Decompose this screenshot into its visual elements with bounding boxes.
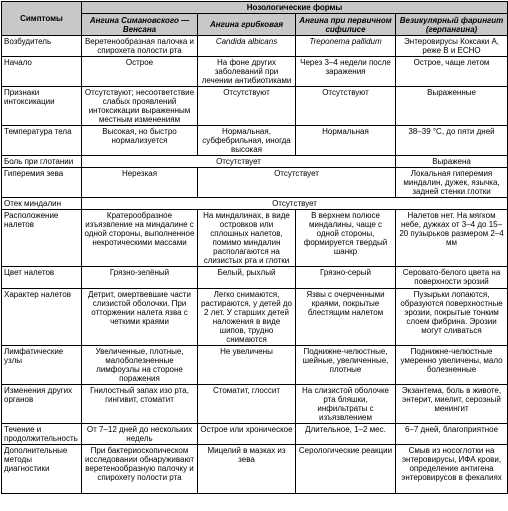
symptom-cell: Температура тела — [2, 126, 82, 156]
data-cell: Экзантема, боль в животе, энтерит, миелит, серозный менингит — [396, 385, 508, 424]
symptom-cell: Изменения других органов — [2, 385, 82, 424]
data-cell: На фоне других заболеваний при лечении антибиотиками — [198, 57, 296, 87]
symptom-cell: Цвет налетов — [2, 267, 82, 289]
data-cell: Острое — [82, 57, 198, 87]
data-cell: Пузырьки лопаются, образуются поверхностные эрозии, покрытые тонким слоем фибрина. Эрозии могут сливаться — [396, 289, 508, 346]
table-header — [2, 2, 508, 36]
table-row — [2, 267, 508, 289]
data-cell: Веретенообразная палочка и спирохета полости рта — [82, 36, 198, 57]
data-cell: Высокая, но быстро нормализуется — [82, 126, 198, 156]
span-cell: Отсутствует — [198, 168, 396, 198]
column-header: Везикулярный фарингит (герпангина) — [396, 14, 508, 36]
forms-header: Нозологические формы — [82, 2, 508, 14]
data-cell: Локальная гиперемия миндалин, дужек, язычка, задней стенки глотки — [396, 168, 508, 198]
table-row — [2, 424, 508, 445]
data-cell: Грязно-зелёный — [82, 267, 198, 289]
data-cell: Поднижне-челюстные умеренно увеличены, мало болезненные — [396, 346, 508, 385]
data-cell: Поднижне-челюстные, шейные, увеличенные, плотные — [296, 346, 396, 385]
data-cell: Выражена — [396, 156, 508, 168]
symptom-cell: Расположение налетов — [2, 210, 82, 267]
table-row — [2, 57, 508, 87]
data-cell: На миндалинах, в виде островков или сплошных налетов, помимо миндалин располагаются на слизистых рта и глотки — [198, 210, 296, 267]
data-cell: Нормальная — [296, 126, 396, 156]
data-cell: 6–7 дней, благоприятное — [396, 424, 508, 445]
data-cell: 38–39 °С, до пяти дней — [396, 126, 508, 156]
table-row — [2, 198, 508, 210]
data-cell: Treponema pallidum — [296, 36, 396, 57]
symptom-cell: Возбудитель — [2, 36, 82, 57]
data-cell: Отсутствуют; несоответствие слабых проявлений интоксикации выраженным местным изменениям — [82, 87, 198, 126]
symptom-cell: Дополнительные методы диагностики — [2, 445, 82, 494]
symptom-cell: Начало — [2, 57, 82, 87]
data-cell: Острое, чаще летом — [396, 57, 508, 87]
data-cell: Серологические реакции — [296, 445, 396, 494]
symptom-cell: Боль при глотании — [2, 156, 82, 168]
span-cell: Отсутствует — [82, 156, 396, 168]
column-header: Ангина Симановского — Венсана — [82, 14, 198, 36]
data-cell: Через 3–4 недели после заражения — [296, 57, 396, 87]
symptom-cell: Признаки интоксикации — [2, 87, 82, 126]
symptom-cell: Лимфатические узлы — [2, 346, 82, 385]
table-row — [2, 168, 508, 198]
data-cell: Нерезкая — [82, 168, 198, 198]
data-cell: Детрит, омертвевшие части слизистой оболочки. При отторжении налета язва с четкими краями — [82, 289, 198, 346]
differential-table — [1, 1, 508, 494]
table-row — [2, 87, 508, 126]
symptoms-header: Симптомы — [2, 2, 82, 36]
data-cell: Смыв из носоглотки на энтеровирусы, ИФА крови, определение антигена энтеровирусов в фекалиях — [396, 445, 508, 494]
data-cell: Отсутствуют — [198, 87, 296, 126]
data-cell: Острое или хроническое — [198, 424, 296, 445]
table-body — [2, 36, 508, 494]
table-row — [2, 385, 508, 424]
symptom-cell: Отек миндалин — [2, 198, 82, 210]
data-cell: Энтеровирусы Коксаки А, реже В и ЕСНО — [396, 36, 508, 57]
data-cell: Нормальная, субфебрильная, иногда высокая — [198, 126, 296, 156]
data-cell: Язвы с очерченными краями, покрытые блестящим налетом — [296, 289, 396, 346]
data-cell: Выраженные — [396, 87, 508, 126]
data-cell: Кратерообразное изъязвление на миндалине с одной стороны, выполненное некротическими массами — [82, 210, 198, 267]
data-cell: Мицелий в мазках из зева — [198, 445, 296, 494]
table-row — [2, 445, 508, 494]
table-row — [2, 210, 508, 267]
symptom-cell: Гиперемия зева — [2, 168, 82, 198]
table-row — [2, 126, 508, 156]
data-cell: Серовато-белого цвета на поверхности эрозий — [396, 267, 508, 289]
data-cell: Белый, рыхлый — [198, 267, 296, 289]
data-cell: От 7–12 дней до нескольких недель — [82, 424, 198, 445]
data-cell: Налетов нет. На мягком небе, дужках от 3–4 до 15–20 пузырьков размером 2–4 мм — [396, 210, 508, 267]
data-cell: Стоматит, глоссит — [198, 385, 296, 424]
column-header: Ангина при первичном сифилисе — [296, 14, 396, 36]
table-row — [2, 156, 508, 168]
span-cell: Отсутствует — [82, 198, 508, 210]
table-row — [2, 36, 508, 57]
data-cell: Легко снимаются, растираются, у детей до 2 лет. У старших детей наложения в виде шипов, трудно снимаются — [198, 289, 296, 346]
data-cell: Длительное, 1–2 мес. — [296, 424, 396, 445]
data-cell: Отсутствуют — [296, 87, 396, 126]
symptom-cell: Характер налетов — [2, 289, 82, 346]
data-cell: Candida albicans — [198, 36, 296, 57]
table-row — [2, 346, 508, 385]
table-row — [2, 289, 508, 346]
data-cell: Увеличенные, плотные, малоболезненные лимфоузлы на стороне поражения — [82, 346, 198, 385]
data-cell: На слизистой оболочке рта бляшки, инфильтраты с изъязвлением — [296, 385, 396, 424]
symptom-cell: Течение и продолжительность — [2, 424, 82, 445]
data-cell: Не увеличены — [198, 346, 296, 385]
data-cell: При бактериоскопическом исследовании обнаруживают веретенообразную палочку и спирохету полости рта — [82, 445, 198, 494]
data-cell: В верхнем полюсе миндалины, чаще с одной стороны, формируется твердый шанкр — [296, 210, 396, 267]
data-cell: Гнилостный запах изо рта, гингивит, стоматит — [82, 385, 198, 424]
column-header: Ангина грибковая — [198, 14, 296, 36]
data-cell: Грязно-серый — [296, 267, 396, 289]
